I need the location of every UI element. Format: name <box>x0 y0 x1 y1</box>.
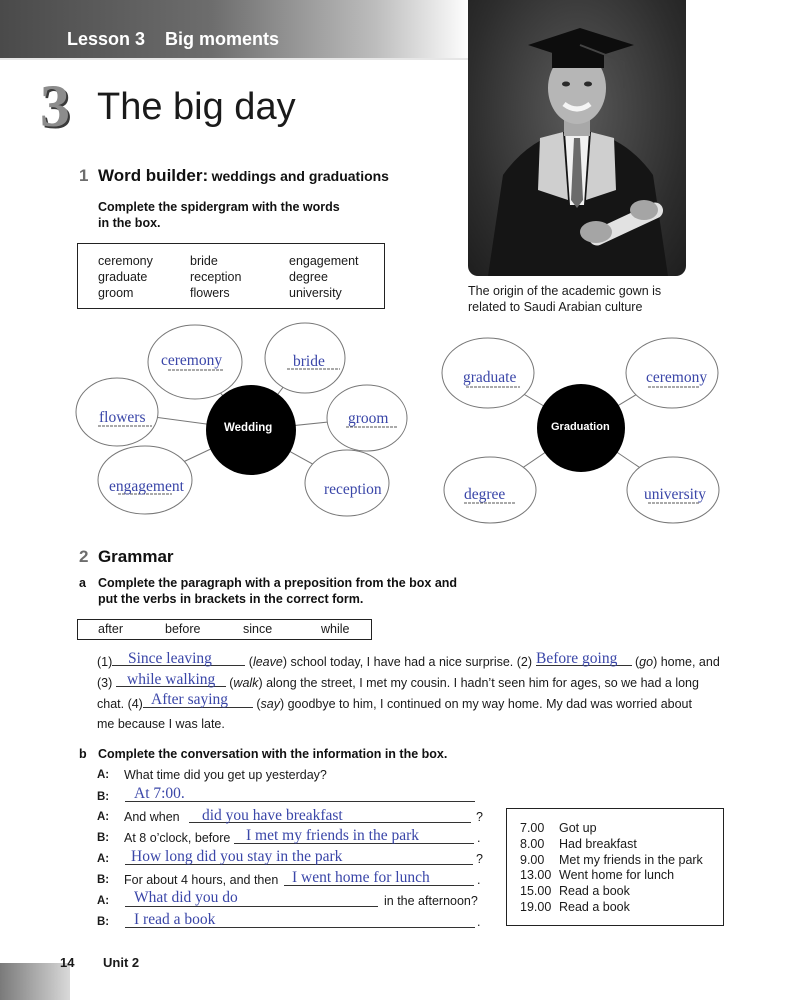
speaker-a-label: A: <box>97 853 110 865</box>
dialog-prefix: And when <box>124 810 180 824</box>
word-box-word: university <box>289 286 342 300</box>
word-box-word: degree <box>289 270 328 284</box>
instruction-line: Complete the paragraph with a preposition from the box and <box>98 576 458 590</box>
answer-since-leaving: Since leaving <box>128 650 212 667</box>
word-box-word: ceremony <box>98 254 153 268</box>
dialog-suffix: in the afternoon? <box>384 894 478 908</box>
paragraph-line <box>97 717 225 731</box>
graduation-hub-label: Graduation <box>551 421 610 433</box>
speaker-a-label: A: <box>97 769 110 781</box>
spider-answer-ceremony: ceremony <box>161 352 223 369</box>
speaker-a-label: A: <box>97 811 110 823</box>
spider-answer-reception: reception <box>324 481 382 498</box>
speaker-b-label: B: <box>97 791 110 803</box>
schedule-time: 9.00 <box>520 853 545 867</box>
item-number: (3) <box>97 676 113 690</box>
answer-while-walking: while walking <box>127 671 216 688</box>
section-title: Word builder: <box>97 166 209 185</box>
spider-answer-engagement: engagement <box>109 478 184 495</box>
word-box-word: groom <box>98 286 134 300</box>
paragraph-text: me because I was late. <box>97 717 225 731</box>
word-box-word: graduate <box>98 270 148 284</box>
paren: ( <box>256 697 261 711</box>
speaker-a-label: A: <box>97 895 110 907</box>
part-b-instruction: Complete the conversation with the information in the box. <box>98 747 448 761</box>
section-number: 1 <box>79 166 89 185</box>
word-box-word: engagement <box>289 254 359 268</box>
dialog-answer-5: I went home for lunch <box>292 869 430 886</box>
paragraph-text: ) home, and <box>653 655 720 669</box>
schedule-event: Got up <box>559 821 597 835</box>
wedding-hub-label: Wedding <box>224 422 273 434</box>
speaker-b-label: B: <box>97 916 110 928</box>
dialog-answer-6: What did you do <box>134 889 238 906</box>
verb-hint: say <box>260 697 280 711</box>
word-box-word: reception <box>190 270 242 284</box>
dialog-answer-7: I read a book <box>134 911 216 928</box>
dialog-suffix: . <box>477 831 481 845</box>
preposition-word: while <box>321 622 350 636</box>
paren: ( <box>248 655 253 669</box>
schedule-event: Went home for lunch <box>559 868 675 882</box>
paragraph-text: ) goodbye to him, I continued on my way home. My dad was worried about <box>279 697 692 711</box>
verb-hint: leave <box>252 655 283 669</box>
dialog-suffix: ? <box>476 810 483 824</box>
instruction-line: Complete the spidergram with the words <box>98 200 340 214</box>
schedule-event: Read a book <box>559 900 630 914</box>
dialog-answer-4: How long did you stay in the park <box>131 848 343 865</box>
speaker-b-label: B: <box>97 874 110 886</box>
dialog-answer-3: I met my friends in the park <box>246 827 420 844</box>
section-subtitle: weddings and graduations <box>211 168 389 184</box>
unit-label: Unit 2 <box>103 955 140 970</box>
answer-before-going: Before going <box>536 650 618 667</box>
section-2-heading <box>79 547 174 567</box>
dialog-prefix: At 8 o’clock, before <box>124 831 231 845</box>
lesson-title: Lesson 3 Big moments <box>67 29 280 49</box>
photo-caption: The origin of the academic gown is related to Saudi Arabian culture <box>468 284 662 314</box>
dialog-suffix: . <box>477 873 481 887</box>
spider-answer-graduate: graduate <box>463 369 517 386</box>
page-number: 14 <box>60 955 75 970</box>
word-box-word: bride <box>190 254 218 268</box>
spider-answer-degree: degree <box>464 486 506 503</box>
spider-answer-groom: groom <box>348 410 389 427</box>
spider-answer-bride: bride <box>293 353 325 370</box>
verb-hint: walk <box>233 676 259 690</box>
schedule-event: Had breakfast <box>559 837 637 851</box>
part-b-letter: b <box>79 747 87 761</box>
spider-answer-flowers: flowers <box>99 409 146 426</box>
schedule-time: 19.00 <box>520 900 552 914</box>
spider-answer-ceremony-2: ceremony <box>646 369 708 386</box>
dialog-answer-2: did you have breakfast <box>202 807 343 824</box>
dialog-answer-1: At 7:00. <box>134 785 185 802</box>
schedule-event: Met my friends in the park <box>559 853 703 867</box>
part-a-instruction <box>98 575 457 607</box>
speaker-b-label: B: <box>97 832 110 844</box>
schedule-time: 8.00 <box>520 837 545 851</box>
spider-answer-university: university <box>644 486 706 503</box>
paragraph-text: ) along the street, I met my cousin. I hadn’t seen him for ages, so we had a long <box>258 676 699 690</box>
page-title: The big day <box>97 86 296 128</box>
instruction-line: in the box. <box>98 216 161 230</box>
instruction-line: put the verbs in brackets in the correct form. <box>98 592 364 606</box>
verb-hint: go <box>639 655 654 669</box>
part-a-letter: a <box>79 576 86 590</box>
preposition-word: before <box>165 622 201 636</box>
section-number: 2 <box>79 547 89 566</box>
lesson-number: 3 <box>40 73 70 139</box>
paragraph-text: ) school today, I have had a nice surprise. (2) <box>282 655 533 669</box>
schedule-time: 7.00 <box>520 821 545 835</box>
schedule-box <box>506 808 724 926</box>
word-box-word: flowers <box>190 286 230 300</box>
section-title: Grammar <box>97 547 174 566</box>
dialog-suffix: . <box>477 915 481 929</box>
paren: ( <box>635 655 640 669</box>
preposition-word: after <box>98 622 124 636</box>
dialog-suffix: ? <box>476 852 483 866</box>
item-number: (1) <box>97 655 113 669</box>
schedule-time: 13.00 <box>520 868 552 882</box>
paragraph-text: chat. (4) <box>97 697 143 711</box>
answer-after-saying: After saying <box>151 691 229 708</box>
dialog-prefix: For about 4 hours, and then <box>124 873 279 887</box>
schedule-time: 15.00 <box>520 884 552 898</box>
paren: ( <box>229 676 234 690</box>
preposition-box <box>77 619 372 640</box>
preposition-word: since <box>243 622 273 636</box>
schedule-event: Read a book <box>559 884 630 898</box>
dialog-question: What time did you get up yesterday? <box>124 768 327 782</box>
